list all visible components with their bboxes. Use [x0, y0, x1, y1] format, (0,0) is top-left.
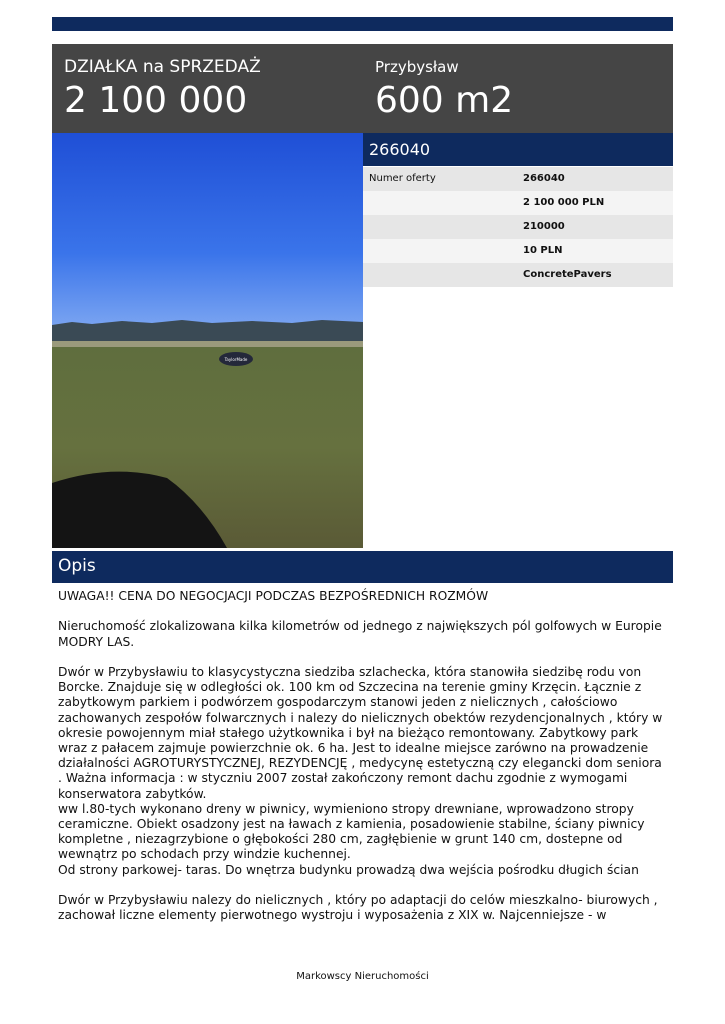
header-right	[375, 56, 513, 122]
details-row	[363, 239, 673, 263]
details-row	[363, 215, 673, 239]
details-row	[363, 167, 673, 191]
offer-id: 266040	[369, 140, 431, 159]
description-paragraph: Dwór w Przybysławiu nalezy do nielicznych , który po adaptacji do celów mieszkalno- biurowych , zachował liczne elementy pierwotnego wystroju i wyposażenia z XIX w. Najcenniejsze - w	[58, 893, 658, 923]
header-left	[64, 56, 261, 122]
description-paragraph: UWAGA!! CENA DO NEGOCJACJI PODCZAS BEZPOŚREDNICH ROZMÓW	[58, 589, 489, 603]
description-title: Opis	[58, 556, 96, 576]
description-paragraph: Dwór w Przybysławiu to klasycystyczna siedziba szlachecka, która stanowiła siedzibę rodu von Borcke. Znajduje się w odległości ok. 100 km od Szczecina na terenie gminy Krzęcin. Łącznie z zabytkowym parkiem i podwórzem gospodarczym stanowi jeden z nielicznych , całościowo zachowanych zespołów folwarcznych i nalezy do nielicznych obektów rezydencjonalnych , który w okresie powojennym miał stałego użytkownika i był na bieżąco remontowany. Zabytkowy park wraz z pałacem zajmuje powierzchnie ok. 6 ha. Jest to idealne miejsce zarówno na prowadzenie działalności AGROTURYSTYCZNEJ, REZYDENCJĘ , medycynę estetyczną czy elegancki dom seniora . Ważna informacja : w styczniu 2007 został zakończony remont dachu zgodnie z wymogami konserwatora zabytków. ww l.80-tych wykonano dreny w piwnicy, wymieniono stropy drewniane, wprowadzono stropy ceramiczne. Obiekt osadzony jest na ławach z kamienia, posadowienie stabilne, ściany piwnicy kompletne , niezagrzybione o głębokości 280 cm, zagłębienie w grunt 140 cm, dostepne od wewnątrz po schodach przy windzie kuchennej. Od strony parkowej- taras. Do wnętrza budynku prowadzą dwa wejścia pośrodku długich ścian	[58, 664, 663, 877]
details-value: 210000	[523, 221, 565, 232]
listing-header	[52, 44, 673, 133]
description-paragraph: Nieruchomość zlokalizowana kilka kilometrów od jednego z największych pól golfowych w Europie MODRY LAS.	[58, 619, 662, 649]
footer-agency: Markowscy Nieruchomości	[296, 971, 429, 982]
description-body	[58, 589, 668, 939]
area: 600 m2	[375, 80, 514, 121]
offer-id-bar	[363, 133, 673, 166]
description-header	[52, 551, 673, 583]
details-label: Numer oferty	[369, 173, 436, 184]
details-value: 10 PLN	[523, 245, 563, 256]
price: 2 100 000	[64, 80, 248, 121]
details-row	[363, 263, 673, 287]
details-table	[363, 167, 673, 287]
details-row	[363, 191, 673, 215]
top-bar	[52, 17, 673, 31]
golf-sign: TaylorMade	[224, 357, 248, 362]
city: Przybysław	[375, 58, 459, 76]
details-value: ConcretePavers	[523, 269, 612, 280]
property-photo	[52, 133, 363, 548]
details-value: 266040	[523, 173, 565, 184]
property-type: DZIAŁKA na SPRZEDAŻ	[64, 57, 261, 77]
details-value: 2 100 000 PLN	[523, 197, 605, 208]
